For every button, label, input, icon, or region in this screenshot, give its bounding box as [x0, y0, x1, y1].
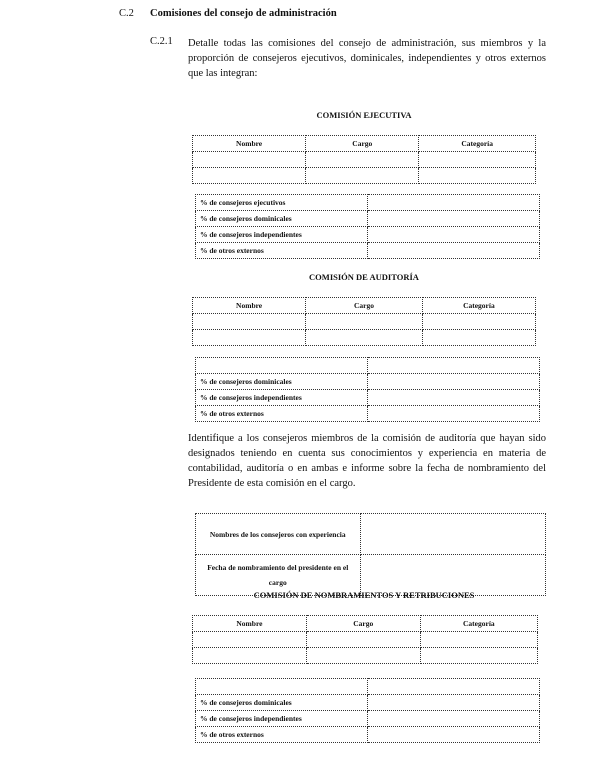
column-header-categoria: Categoría — [422, 298, 535, 314]
detail-label: Fecha de nombramiento del presidente en el cargo — [196, 555, 361, 596]
subsection-text: Detalle todas las comisiones del consejo de administración, sus miembros y la proporción de consejeros ejecutivos, dominicales, independientes y otros externos que las integran: — [188, 38, 546, 79]
column-header-cargo: Cargo — [306, 298, 423, 314]
proportions-table-nombramientos — [195, 678, 540, 743]
heading-comision-ejecutiva: COMISIÓN EJECUTIVA — [316, 110, 412, 120]
proportion-label: % de consejeros independientes — [196, 390, 368, 406]
proportion-value — [368, 227, 540, 243]
table-cell — [420, 632, 537, 648]
audit-paragraph: Identifique a los consejeros miembros de la comisión de auditoría que hayan sido designados teniendo en cuenta sus conocimientos y experiencia en materia de contabilidad, auditoría o en ambas e informe sobre la fecha de nombramiento del Presidente de esta comisión en el cargo. — [188, 433, 546, 489]
proportion-label: % de otros externos — [196, 727, 368, 743]
table-row — [196, 358, 540, 374]
table-cell — [193, 168, 306, 184]
table-row — [196, 679, 540, 695]
subsection-number: C.2.1 — [150, 36, 173, 47]
table-cell — [420, 648, 537, 664]
proportion-value — [368, 243, 540, 259]
table-row — [193, 632, 538, 648]
detail-value — [360, 514, 546, 555]
table-row — [196, 711, 540, 727]
proportion-label: % de otros externos — [196, 243, 368, 259]
proportion-label: % de consejeros dominicales — [196, 695, 368, 711]
proportion-value — [368, 727, 540, 743]
heading-comision-nombramientos: COMISIÓN DE NOMBRAMIENTOS Y RETRIBUCIONES — [253, 590, 475, 600]
column-header-categoria: Categoría — [419, 136, 536, 152]
proportion-label: % de consejeros independientes — [196, 227, 368, 243]
section-number: C.2 — [119, 8, 134, 19]
table-cell — [422, 330, 535, 346]
table-row — [196, 406, 540, 422]
table-row — [196, 374, 540, 390]
heading-comision-auditoria: COMISIÓN DE AUDITORÍA — [309, 272, 419, 282]
proportion-label: % de consejeros independientes — [196, 711, 368, 727]
members-table-auditoria — [192, 297, 536, 346]
table-row — [196, 727, 540, 743]
table-row — [196, 243, 540, 259]
proportion-value — [368, 695, 540, 711]
table-cell — [193, 152, 306, 168]
proportions-table-ejecutiva — [195, 194, 540, 259]
column-header-cargo: Cargo — [306, 616, 420, 632]
table-row — [196, 195, 540, 211]
members-table-nombramientos — [192, 615, 538, 664]
proportion-label: % de consejeros dominicales — [196, 374, 368, 390]
proportion-value — [368, 374, 540, 390]
proportion-value — [368, 211, 540, 227]
audit-detail-table — [195, 513, 546, 596]
column-header-nombre: Nombre — [193, 298, 306, 314]
table-row — [193, 314, 536, 330]
proportion-label — [196, 679, 368, 695]
proportion-value — [368, 711, 540, 727]
proportions-table-auditoria — [195, 357, 540, 422]
table-cell — [306, 330, 423, 346]
proportion-label: % de consejeros ejecutivos — [196, 195, 368, 211]
detail-label: Nombres de los consejeros con experiencia — [196, 514, 361, 555]
table-row — [193, 152, 536, 168]
table-row — [196, 227, 540, 243]
table-row — [193, 648, 538, 664]
table-cell — [193, 632, 307, 648]
section-title: Comisiones del consejo de administración — [150, 8, 337, 19]
members-table-ejecutiva — [192, 135, 536, 184]
table-cell — [422, 314, 535, 330]
proportion-value — [368, 195, 540, 211]
proportion-label: % de consejeros dominicales — [196, 211, 368, 227]
table-row — [196, 211, 540, 227]
proportion-label: % de otros externos — [196, 406, 368, 422]
table-cell — [193, 330, 306, 346]
table-cell — [193, 314, 306, 330]
table-cell — [306, 168, 419, 184]
table-row — [193, 168, 536, 184]
column-header-cargo: Cargo — [306, 136, 419, 152]
table-row — [196, 695, 540, 711]
table-cell — [419, 168, 536, 184]
table-row — [196, 390, 540, 406]
table-row — [196, 514, 546, 555]
table-row — [193, 330, 536, 346]
table-cell — [419, 152, 536, 168]
proportion-value — [368, 679, 540, 695]
proportion-value — [368, 406, 540, 422]
proportion-value — [368, 390, 540, 406]
column-header-nombre: Nombre — [193, 136, 306, 152]
table-cell — [306, 632, 420, 648]
table-cell — [193, 648, 307, 664]
proportion-label — [196, 358, 368, 374]
table-cell — [306, 152, 419, 168]
column-header-nombre: Nombre — [193, 616, 307, 632]
proportion-value — [368, 358, 540, 374]
table-cell — [306, 314, 423, 330]
column-header-categoria: Categoría — [420, 616, 537, 632]
table-cell — [306, 648, 420, 664]
